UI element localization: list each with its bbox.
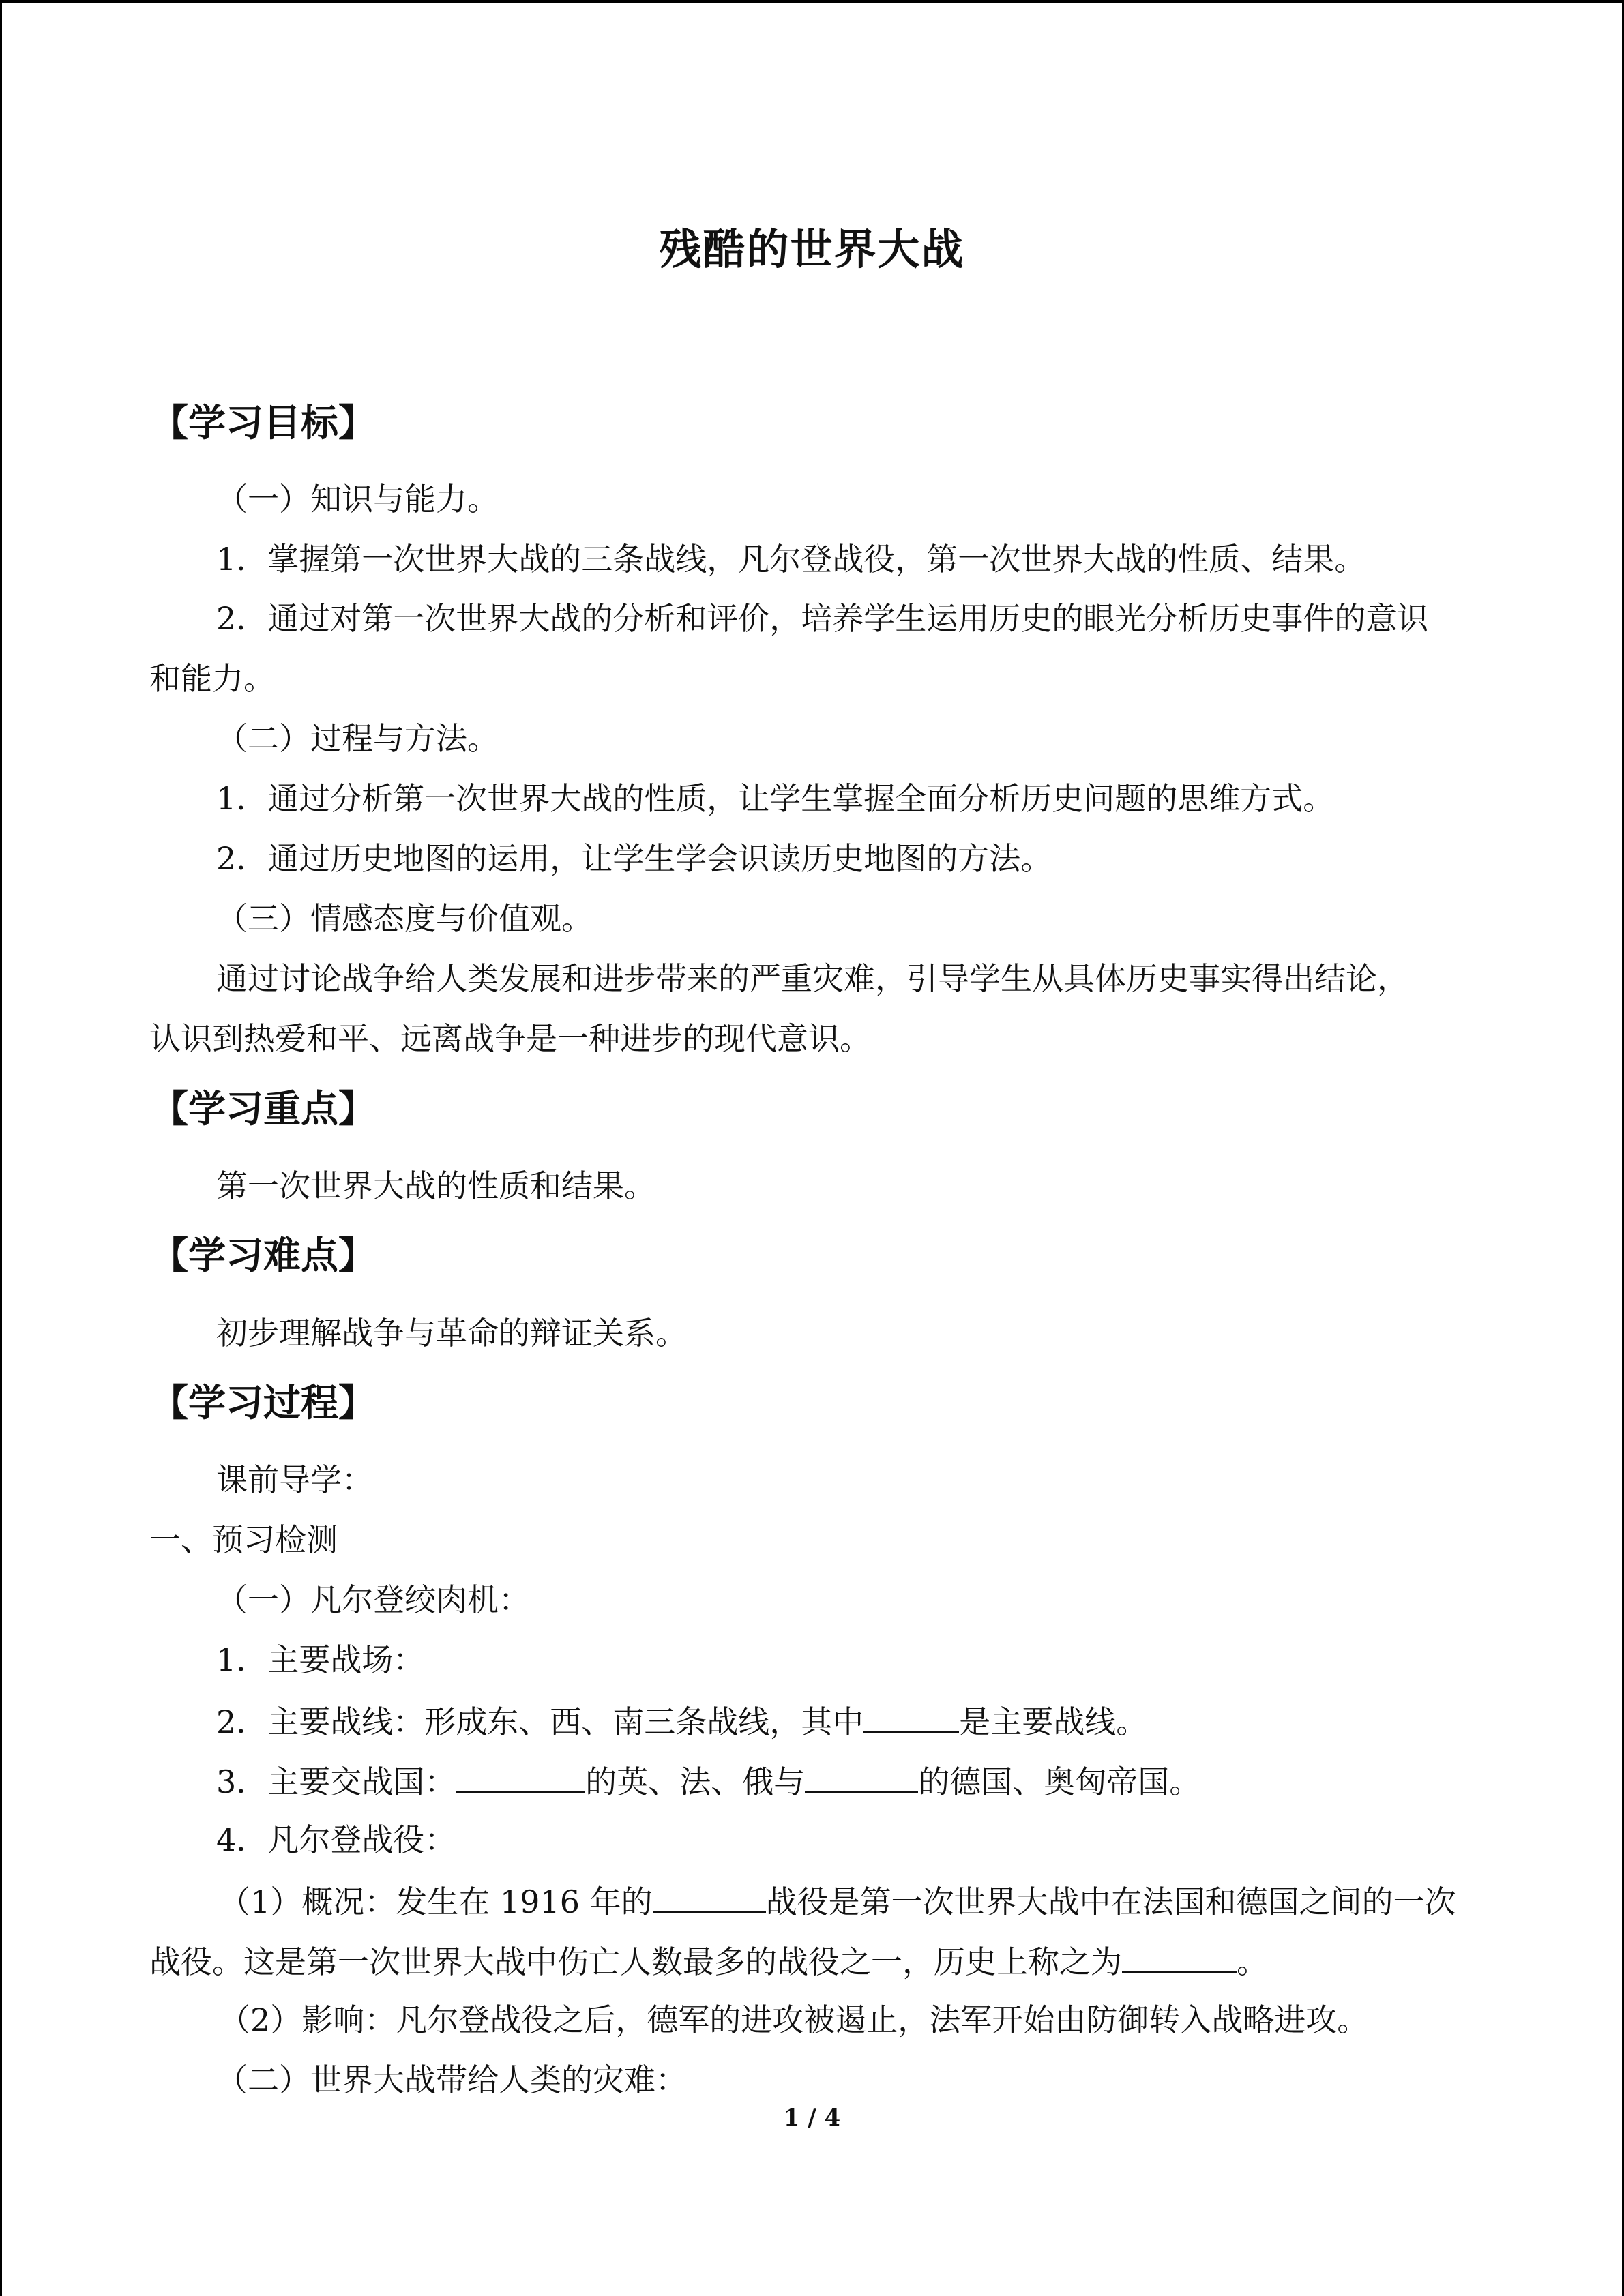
process-item3-text-c: 的德国、奥匈帝国。 bbox=[918, 1763, 1201, 1800]
process-sub2: （二）世界大战带给人类的灾难： bbox=[216, 2061, 687, 2098]
item4-1-line2-text-b: 。 bbox=[1237, 1943, 1268, 1980]
fill-blank[interactable] bbox=[456, 1759, 585, 1793]
page-number: 1 / 4 bbox=[783, 2104, 841, 2132]
fill-blank[interactable] bbox=[805, 1759, 918, 1793]
goals-sub3-line1: 通过讨论战争给人类发展和进步带来的严重灾难，引导学生从具体历史事实得出结论， bbox=[216, 960, 1408, 997]
key-point-text: 第一次世界大战的性质和结果。 bbox=[216, 1167, 655, 1204]
section-heading-difficulty: 【学习难点】 bbox=[151, 1234, 377, 1277]
process-sub1: （一）凡尔登绞肉机： bbox=[216, 1581, 530, 1618]
process-item2-text-a: 2．主要战线：形成东、西、南三条战线，其中 bbox=[216, 1703, 864, 1740]
section-heading-key: 【学习重点】 bbox=[151, 1087, 377, 1131]
goals-sub1-item2-line1: 2．通过对第一次世界大战的分析和评价，培养学生运用历史的眼光分析历史事件的意识 bbox=[216, 600, 1429, 637]
fill-blank[interactable] bbox=[1122, 1939, 1237, 1973]
process-item2 bbox=[216, 1699, 1147, 1742]
part1-heading: 一、预习检测 bbox=[149, 1521, 338, 1558]
difficulty-text: 初步理解战争与革命的辩证关系。 bbox=[216, 1315, 687, 1352]
item4-1-line2-text-a: 战役。这是第一次世界大战中伤亡人数最多的战役之一，历史上称之为 bbox=[149, 1943, 1122, 1980]
goals-sub1-item2-line2: 和能力。 bbox=[149, 660, 275, 697]
process-item3 bbox=[216, 1759, 1200, 1802]
goals-sub1-item1: 1．掌握第一次世界大战的三条战线，凡尔登战役，第一次世界大战的性质、结果。 bbox=[216, 541, 1366, 578]
process-item4-1-line1 bbox=[219, 1879, 1456, 1922]
section-heading-goals: 【学习目标】 bbox=[151, 401, 377, 445]
process-item4-1-line2 bbox=[149, 1939, 1268, 1982]
process-item1: 1．主要战场： bbox=[216, 1641, 425, 1678]
process-item3-text-b: 的英、法、俄与 bbox=[585, 1763, 806, 1800]
goals-sub3: （三）情感态度与价值观。 bbox=[216, 900, 593, 937]
section-heading-process: 【学习过程】 bbox=[151, 1381, 377, 1425]
goals-sub3-line2: 认识到热爱和平、远离战争是一种进步的现代意识。 bbox=[149, 1020, 871, 1057]
item4-1-text-a: （1）概况：发生在 1916 年的 bbox=[219, 1883, 653, 1920]
goals-sub2-item1: 1．通过分析第一次世界大战的性质，让学生掌握全面分析历史问题的思维方式。 bbox=[216, 780, 1335, 817]
item4-1-text-b: 战役是第一次世界大战中在法国和德国之间的一次 bbox=[765, 1883, 1456, 1920]
document-title: 残酷的世界大战 bbox=[659, 224, 965, 274]
fill-blank[interactable] bbox=[653, 1879, 766, 1913]
process-item4: 4．凡尔登战役： bbox=[216, 1821, 456, 1858]
process-item2-text-b: 是主要战线。 bbox=[959, 1703, 1148, 1740]
process-item4-2: （2）影响：凡尔登战役之后，德军的进攻被遏止，法军开始由防御转入战略进攻。 bbox=[219, 2001, 1369, 2038]
pre-study-label: 课前导学： bbox=[216, 1461, 373, 1498]
goals-sub1: （一）知识与能力。 bbox=[216, 481, 499, 518]
goals-sub2: （二）过程与方法。 bbox=[216, 720, 499, 757]
goals-sub2-item2: 2．通过历史地图的运用，让学生学会识读历史地图的方法。 bbox=[216, 840, 1052, 877]
fill-blank[interactable] bbox=[863, 1699, 959, 1733]
process-item3-text-a: 3．主要交战国： bbox=[216, 1763, 456, 1800]
